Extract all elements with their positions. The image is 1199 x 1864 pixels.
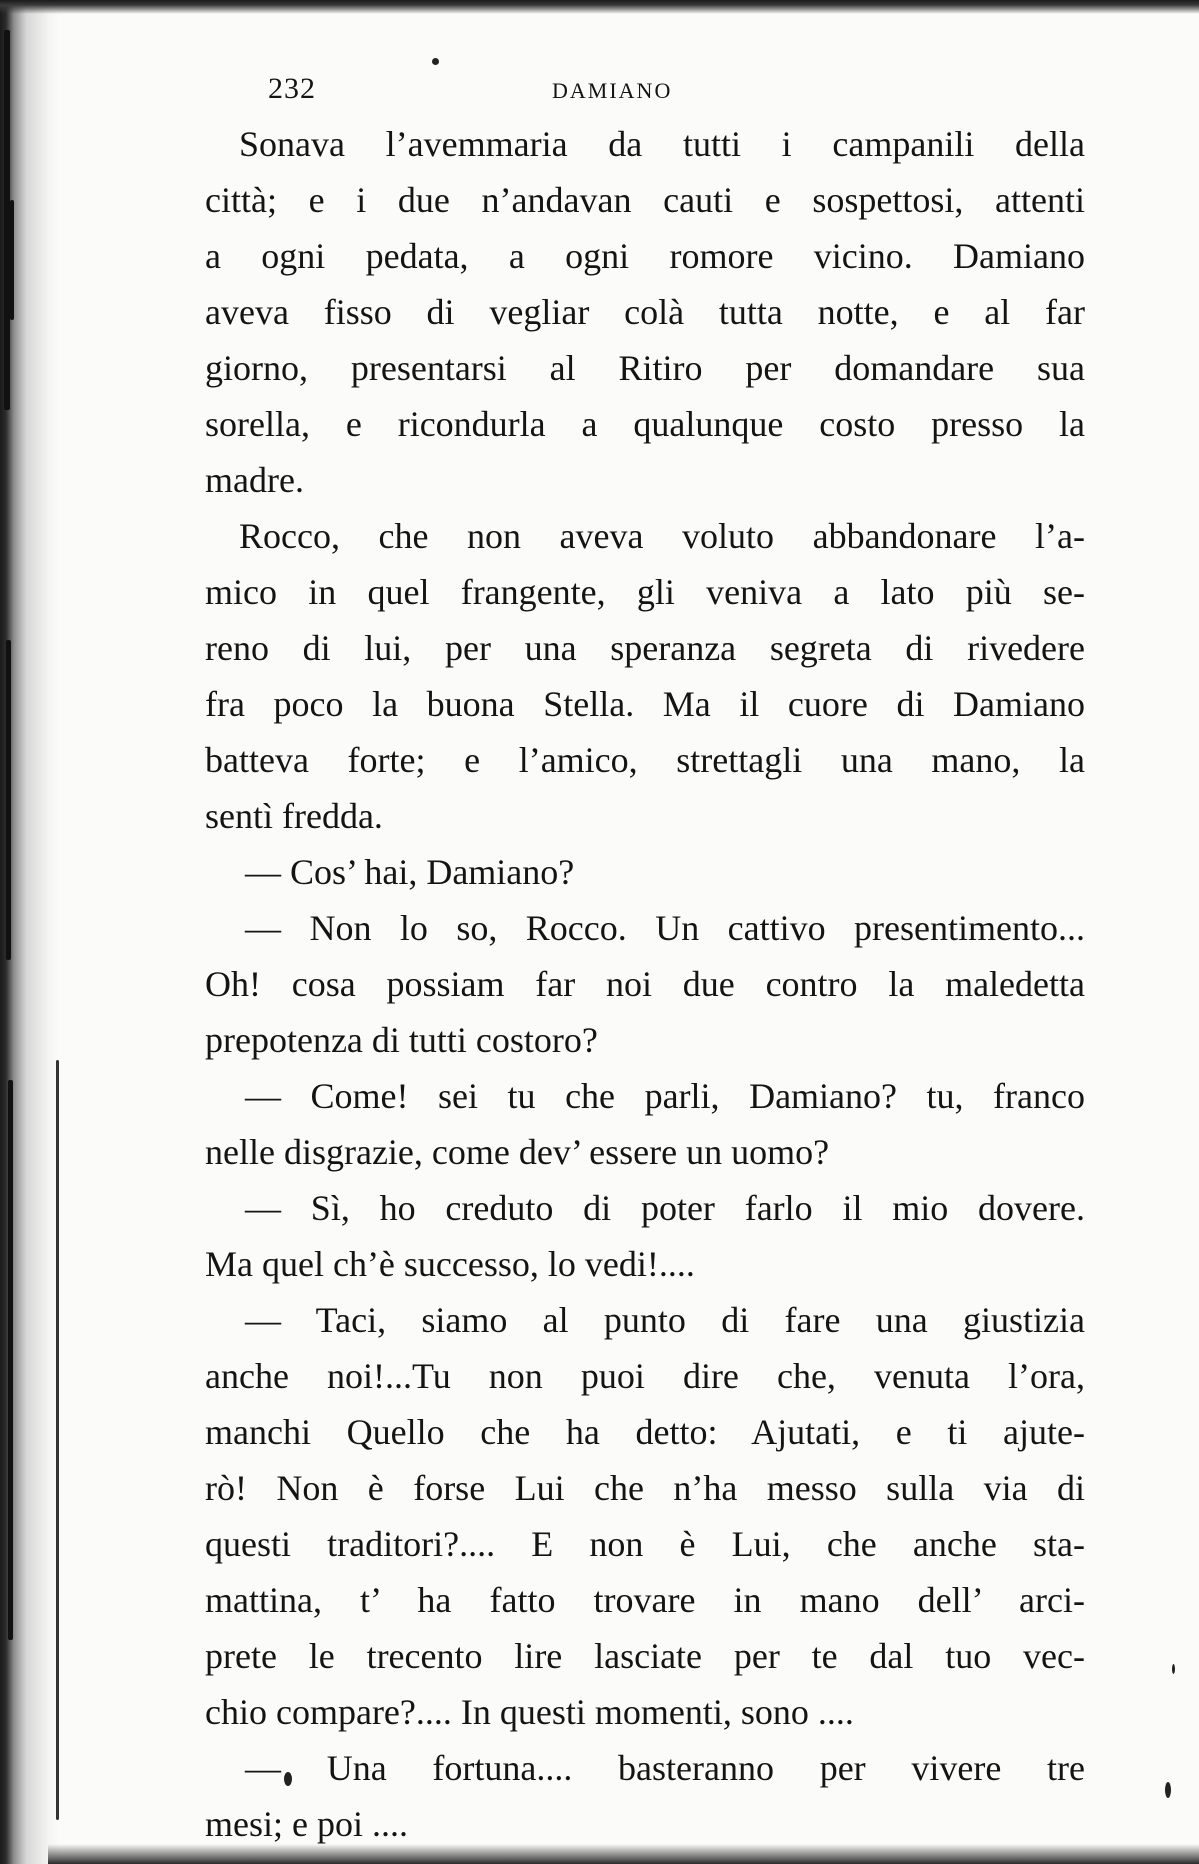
- text-line: — Cos’ hai, Damiano?: [245, 852, 575, 892]
- text-line: mico in quel frangente, gli veniva a lato più se-: [205, 572, 1085, 612]
- text-line: sentì fredda.: [205, 796, 383, 836]
- text-line: sorella, e ricondurla a qualunque costo presso la: [205, 404, 1085, 444]
- ink-speck: [1172, 1664, 1175, 1674]
- text-line: Oh! cosa possiam far noi due contro la maledetta: [205, 964, 1085, 1004]
- text-line: Rocco, che non aveva voluto abbandonare l’a-: [239, 516, 1085, 556]
- text-line: questi traditori?.... E non è Lui, che anche sta-: [205, 1524, 1085, 1564]
- text-line: a ogni pedata, a ogni romore vicino. Damiano: [205, 236, 1085, 276]
- body-text: [205, 116, 1085, 1852]
- text-line: nelle disgrazie, come dev’ essere un uomo?: [205, 1132, 830, 1172]
- ink-speck: [1165, 1782, 1171, 1798]
- text-line: chio compare?.... In questi momenti, sono ....: [205, 1692, 854, 1732]
- text-line: manchi Quello che ha detto: Ajutati, e ti ajute-: [205, 1412, 1085, 1452]
- binding-streak: [10, 200, 14, 320]
- text-line: — Una fortuna.... basteranno per vivere tre: [245, 1748, 1085, 1788]
- running-head: DAMIANO: [552, 78, 673, 103]
- text-line: mesi; e poi ....: [205, 1804, 408, 1844]
- top-edge-shadow: [0, 0, 1199, 14]
- text-line: Sonava l’avemmaria da tutti i campanili della: [239, 124, 1085, 164]
- text-line: Ma quel ch’è successo, lo vedi!....: [205, 1244, 695, 1284]
- text-line: fra poco la buona Stella. Ma il cuore di Damiano: [205, 684, 1085, 724]
- binding-streak: [56, 1060, 59, 1820]
- text-line: prete le trecento lire lasciate per te dal tuo vec-: [205, 1636, 1085, 1676]
- page-number: 232: [268, 72, 316, 105]
- text-line: prepotenza di tutti costoro?: [205, 1020, 598, 1060]
- text-line: madre.: [205, 460, 304, 500]
- text-line: — Non lo so, Rocco. Un cattivo presentimento...: [245, 908, 1085, 948]
- text-line: anche noi!...Tu non puoi dire che, venuta l’ora,: [205, 1356, 1085, 1396]
- text-line: mattina, t’ ha fatto trovare in mano dell’ arci-: [205, 1580, 1085, 1620]
- text-line: aveva fisso di vegliar colà tutta notte, e al far: [205, 292, 1085, 332]
- text-line: città; e i due n’andavan cauti e sospettosi, attenti: [205, 180, 1085, 220]
- text-line: — Taci, siamo al punto di fare una giustizia: [245, 1300, 1085, 1340]
- text-line: rò! Non è forse Lui che n’ha messo sulla via di: [205, 1468, 1085, 1508]
- binding-streak: [8, 1080, 13, 1640]
- text-line: — Sì, ho creduto di poter farlo il mio dovere.: [245, 1188, 1085, 1228]
- page-header: [0, 72, 1199, 112]
- text-line: batteva forte; e l’amico, strettagli una mano, la: [205, 740, 1085, 780]
- binding-streak: [6, 640, 11, 960]
- ink-speck: [432, 58, 439, 65]
- text-line: giorno, presentarsi al Ritiro per domandare sua: [205, 348, 1085, 388]
- text-line: reno di lui, per una speranza segreta di rivedere: [205, 628, 1085, 668]
- text-line: — Come! sei tu che parli, Damiano? tu, franco: [245, 1076, 1085, 1116]
